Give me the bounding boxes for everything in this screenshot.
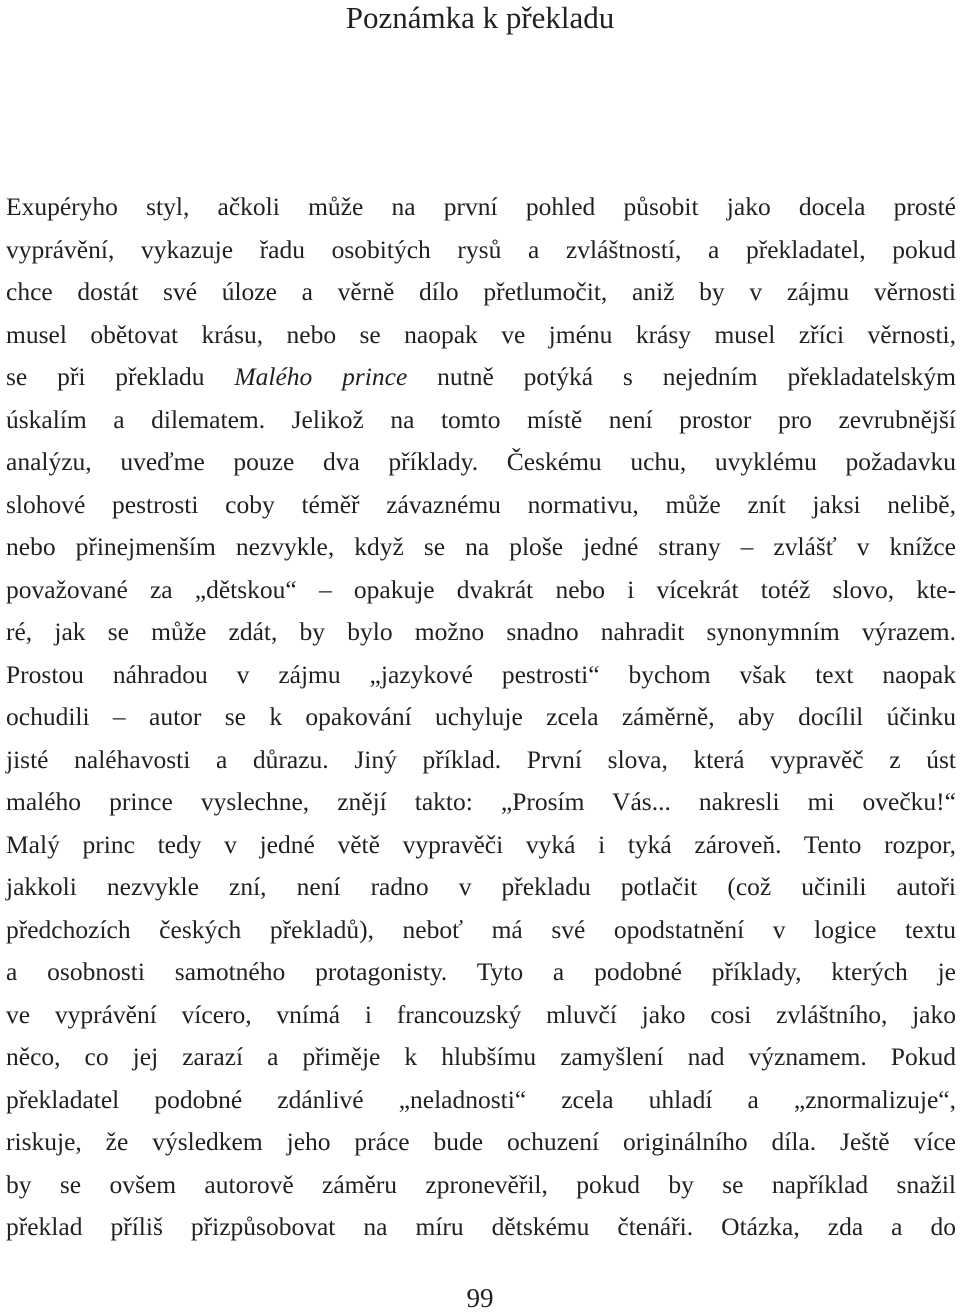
text-line: něco, co jej zarazí a přiměje k hlubšímu zamyšlení nad významem. Pokud <box>6 1042 956 1071</box>
text-line: překladatel podobné zdánlivé „neladnosti“ zcela uhladí a „znormalizuje“, <box>6 1084 956 1114</box>
text-line: Prostou náhradou v zájmu „jazykové pestrosti“ bychom však text naopak <box>6 659 956 689</box>
text-line: ré, jak se může zdát, by bylo možno snadno nahradit synonymním výrazem. <box>6 617 956 646</box>
text-line: považované za „dětskou“ – opakuje dvakrát nebo i vícekrát totéž slovo, kte- <box>6 574 956 604</box>
text-line: překlad příliš přizpůsobovat na míru dětskému čtenáři. Otázka, zda a do <box>6 1212 956 1241</box>
page-title: Poznámka k překladu <box>345 0 615 35</box>
text-line: by se ovšem autorově záměru zpronevěřil, pokud by se například snažil <box>6 1169 956 1199</box>
text-line: analýzu, uveďme pouze dva příklady. Českému uchu, uvyklému požadavku <box>6 447 956 476</box>
text-line: jisté naléhavosti a důrazu. Jiný příklad. První slova, která vypravěč z úst <box>6 744 956 774</box>
text-line: úskalím a dilematem. Jelikož na tomto místě není prostor pro zevrubnější <box>6 404 956 434</box>
text-line: vyprávění, vykazuje řadu osobitých rysů a zvláštností, a překladatel, pokud <box>6 234 956 264</box>
body-text <box>6 186 956 1249</box>
text-fragment: se při překladu <box>6 362 235 391</box>
text-line: riskuje, že výsledkem jeho práce bude ochuzení originálního díla. Ještě více <box>6 1127 956 1156</box>
text-line: Exupéryho styl, ačkoli může na první pohled působit jako docela prosté <box>6 192 956 221</box>
text-line: chce dostát své úloze a věrně dílo přetlumočit, aniž by v zájmu věrnosti <box>6 277 956 306</box>
text-line: jakkoli nezvykle zní, není radno v překladu potlačit (což učinili autoři <box>6 872 956 901</box>
text-line: předchozích českých překladů), neboť má své opodstatnění v logice textu <box>6 914 956 944</box>
page-number: 99 <box>466 1283 494 1313</box>
text-line: ve vyprávění vícero, vnímá i francouzský mluvčí jako cosi zvláštního, jako <box>6 999 956 1029</box>
text-line: Malý princ tedy v jedné větě vypravěči vyká i tyká zároveň. Tento rozpor, <box>6 829 956 859</box>
text-line <box>6 356 956 399</box>
text-fragment: nutně potýká s nejedním překladatelským <box>407 362 956 391</box>
text-line: slohové pestrosti coby téměř závaznému normativu, může znít jaksi nelibě, <box>6 489 956 519</box>
text-line: a osobnosti samotného protagonisty. Tyto a podobné příklady, kterých je <box>6 957 956 986</box>
text-line: musel obětovat krásu, nebo se naopak ve jménu krásy musel zříci věrnosti, <box>6 319 956 349</box>
text-line: ochudili – autor se k opakování uchyluje zcela záměrně, aby docílil účinku <box>6 702 956 731</box>
book-title-italic: Malého prince <box>234 362 408 391</box>
text-line: malého prince vyslechne, znějí takto: „Prosím Vás... nakresli mi ovečku!“ <box>6 787 956 816</box>
text-line: nebo přinejmenším nezvykle, když se na ploše jedné strany – zvlášť v knížce <box>6 532 956 561</box>
